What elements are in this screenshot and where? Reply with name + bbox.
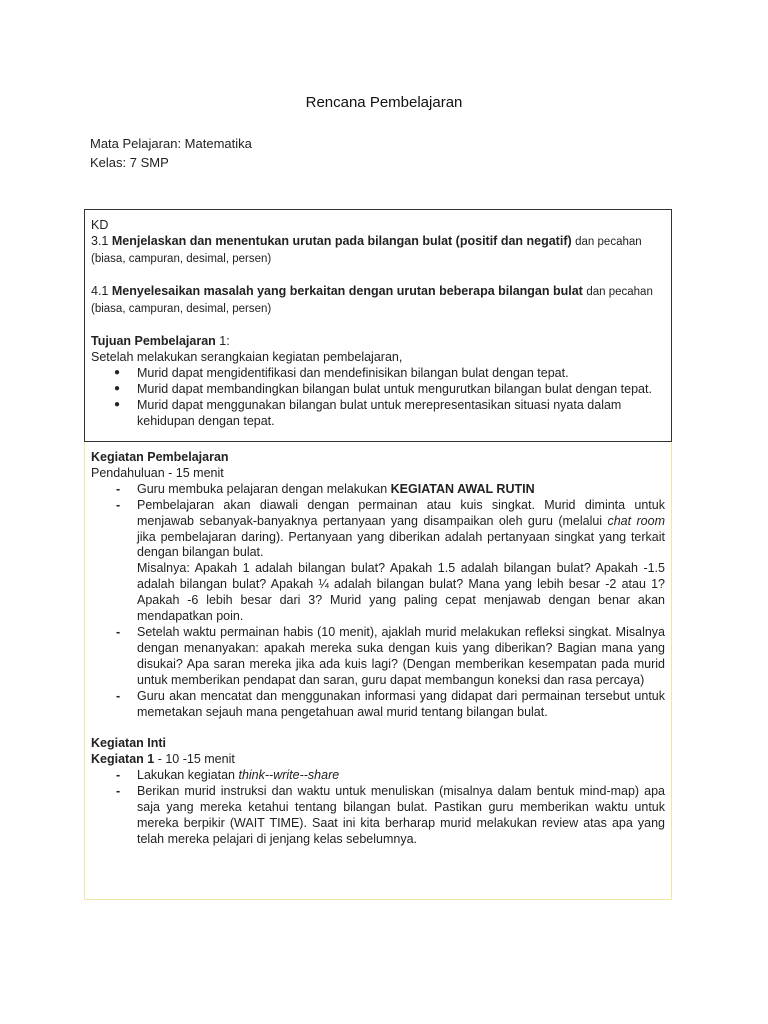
kd-item-4-1: [91, 283, 665, 317]
kd-tujuan-box: [84, 209, 672, 442]
tujuan-list: [91, 365, 665, 429]
tujuan-intro: Setelah melakukan serangkaian kegiatan pembelajaran,: [91, 350, 403, 364]
list-item: [137, 768, 665, 784]
document-meta: [90, 134, 252, 172]
list-item: - Setelah waktu permainan habis (10 menit), ajaklah murid melakukan refleksi singkat. Misalnya dengan menanyakan: apakah mereka suka dengan kuis yang diberikan? Bagian mana yang disukai? Apa saran mereka jika ada kuis lagi? (Dengan memberikan kesempatan pada murid untuk memberikan pendapat dan saran, guru dapat membangun koneksi dan rasa percaya): [137, 625, 665, 689]
item-italic-text: think--write--share: [238, 768, 340, 783]
tujuan-heading: [91, 333, 665, 349]
list-item: ● Murid dapat membandingkan bilangan bulat untuk mengurutkan bilangan bulat dengan tepat.: [137, 381, 665, 397]
item-text: jika pembelajaran daring). Pertanyaan yang diberikan adalah pertanyaan singkat yang terkait dengan bilangan bulat.: [137, 529, 665, 560]
kegiatan-inti-heading: Kegiatan Inti: [91, 736, 167, 751]
kegiatan-heading: Kegiatan Pembelajaran: [91, 450, 229, 464]
item-text: Lakukan kegiatan: [137, 768, 235, 783]
list-item: ● Murid dapat menggunakan bilangan bulat untuk merepresentasikan situasi nyata dalam kehidupan dengan tepat.: [137, 397, 665, 429]
kegiatan-box: [84, 442, 672, 900]
list-item: - Berikan murid instruksi dan waktu untuk menuliskan (misalnya dalam bentuk mind-map) apa saja yang mereka ketahui tentang bilangan bulat. Pastikan guru memberikan waktu untuk mereka berpikir (WAIT TIME). Saat ini kita berharap murid melakukan review atas apa yang telah mereka pelajari di jenjang kelas sebelumnya.: [137, 784, 665, 848]
item-text: Guru membuka pelajaran dengan melakukan: [137, 481, 388, 496]
grade-line: Kelas: 7 SMP: [90, 155, 169, 170]
kd-bold-text: Menyelesaikan masalah yang berkaitan dengan urutan beberapa bilangan bulat: [111, 284, 583, 298]
kd-item-3-1: [91, 233, 665, 267]
kegiatan-1-list: [91, 768, 665, 848]
document-title: Rencana Pembelajaran: [305, 94, 463, 111]
subject-line: Mata Pelajaran: Matematika: [90, 136, 252, 151]
list-item: [137, 498, 665, 625]
item-paragraph: Misalnya: Apakah 1 adalah bilangan bulat? Apakah 1.5 adalah bilangan bulat? Apakah -1.5 adalah bilangan bulat? Apakah ¼ adalah bilangan bulat? Mana yang lebih besar -2 atau 1? Apakah -6 lebih besar dari 3? Murid yang paling cepat menjawab dengan benar akan mendapatkan poin.: [137, 561, 665, 624]
pendahuluan-list: [91, 482, 665, 721]
kegiatan-1-title: Kegiatan 1: [91, 752, 155, 767]
kd-bold-text: Menjelaskan dan menentukan urutan pada bilangan bulat (positif dan negatif): [111, 234, 572, 248]
tujuan-heading-suffix: 1:: [219, 334, 230, 348]
kd-number: 4.1: [91, 284, 109, 298]
kegiatan-1-heading: [91, 752, 665, 768]
tujuan-heading-text: Tujuan Pembelajaran: [91, 334, 216, 348]
kegiatan-1-duration: - 10 -15 menit: [157, 752, 235, 767]
pendahuluan-heading: Pendahuluan - 15 menit: [91, 465, 224, 480]
list-item: - Guru akan mencatat dan menggunakan informasi yang didapat dari permainan tersebut untuk memetakan sejauh mana pengetahuan awal murid tentang bilangan bulat.: [137, 689, 665, 721]
list-item: [137, 482, 665, 498]
list-item: ● Murid dapat mengidentifikasi dan mendefinisikan bilangan bulat dengan tepat.: [137, 365, 665, 381]
item-bold-text: KEGIATAN AWAL RUTIN: [390, 481, 535, 496]
kd-label: KD: [91, 218, 109, 232]
kd-rest-text: dan pecahan (biasa, campuran, desimal, persen): [91, 236, 642, 265]
kd-number: 3.1: [91, 234, 109, 248]
item-italic-text: chat room: [607, 513, 665, 528]
item-paragraph: [137, 498, 665, 562]
item-text: Pembelajaran akan diawali dengan permainan atau kuis singkat. Murid diminta untuk menjawab sebanyak-banyaknya pertanyaan yang disampaikan oleh guru (melalui: [137, 497, 665, 528]
kd-rest-text: dan pecahan (biasa, campuran, desimal, persen): [91, 286, 653, 315]
